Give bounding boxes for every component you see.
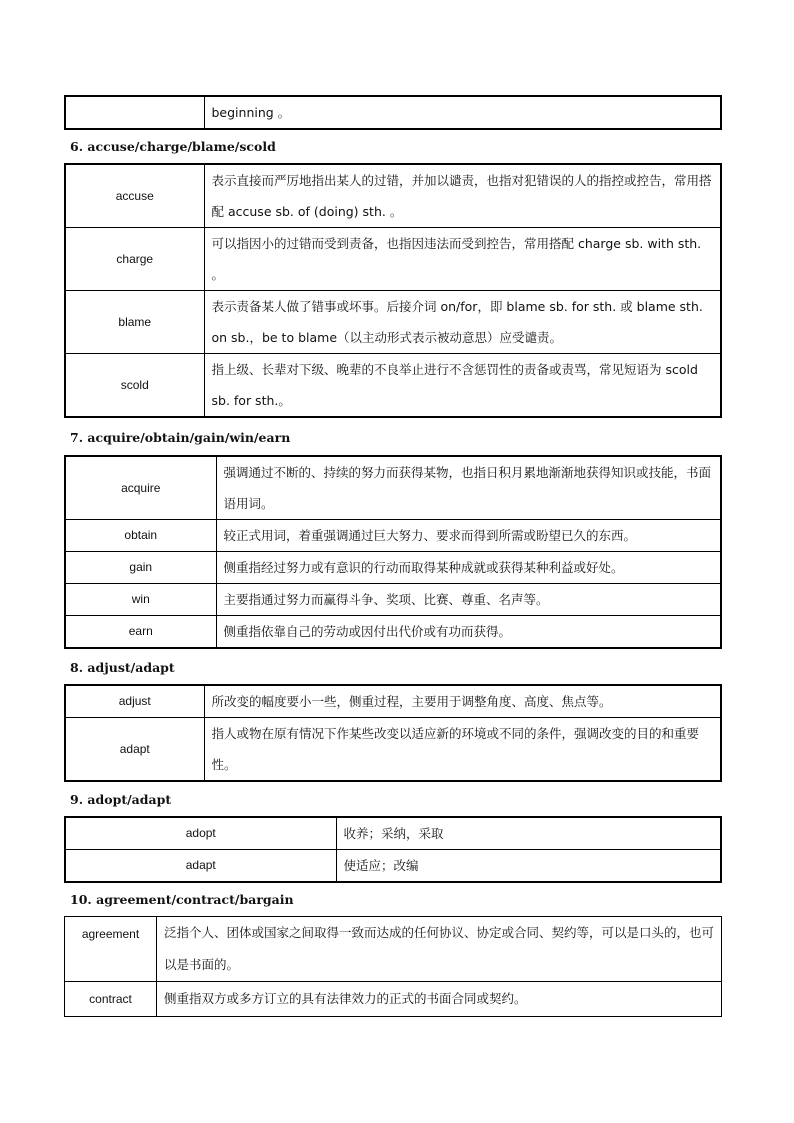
definition-cell: 主要指通过努力而赢得斗争、奖项、比赛、尊重、名声等。 (216, 584, 721, 616)
table-row (65, 354, 721, 418)
table-row (65, 164, 721, 228)
term-cell: blame (65, 291, 204, 354)
table-row (65, 817, 721, 850)
term-cell: adapt (65, 850, 336, 883)
table-section-6 (64, 163, 722, 418)
table-section-9 (64, 816, 722, 883)
term-cell: acquire (65, 456, 216, 520)
definition-cell: 侧重指经过努力或有意识的行动而取得某种成就或获得某种利益或好处。 (216, 552, 721, 584)
term-cell: adopt (65, 817, 336, 850)
section-heading: 7. acquire/obtain/gain/win/earn (70, 430, 291, 445)
definition-cell: 表示责备某人做了错事或坏事。后接介词 on/for，即 blame sb. for sth. 或 blame sth. on sb.，be to blame（以主动形式表示被动意思）应受谴责。 (204, 291, 721, 354)
definition-cell: 侧重指双方或多方订立的具有法律效力的正式的书面合同或契约。 (157, 982, 722, 1017)
definition-cell: 使适应；改编 (336, 850, 721, 883)
term-cell (65, 96, 204, 129)
table-row (65, 584, 721, 616)
term-cell: agreement (65, 917, 157, 982)
term-cell: scold (65, 354, 204, 418)
table-row (65, 96, 721, 129)
term-cell: adjust (65, 685, 204, 718)
table-section-8 (64, 684, 722, 782)
section-heading: 9. adopt/adapt (70, 792, 172, 807)
definition-cell: 泛指个人、团体或国家之间取得一致而达成的任何协议、协定或合同、契约等，可以是口头的，也可以是书面的。 (157, 917, 722, 982)
section-heading: 10. agreement/contract/bargain (70, 892, 294, 907)
definition-cell: 侧重指依靠自己的劳动或因付出代价或有功而获得。 (216, 616, 721, 649)
definition-cell: 表示直接而严厉地指出某人的过错，并加以谴责，也指对犯错误的人的指控或控告，常用搭配 accuse sb. of (doing) sth. 。 (204, 164, 721, 228)
table-section-10 (64, 916, 722, 1017)
term-cell: accuse (65, 164, 204, 228)
table-row (65, 456, 721, 520)
term-cell: obtain (65, 520, 216, 552)
table-row (65, 685, 721, 718)
definition-cell: 指上级、长辈对下级、晚辈的不良举止进行不含惩罚性的责备或责骂，常见短语为 scold sb. for sth.。 (204, 354, 721, 418)
table-row (65, 520, 721, 552)
definition-cell: 可以指因小的过错而受到责备，也指因违法而受到控告，常用搭配 charge sb. with sth. 。 (204, 228, 721, 291)
term-cell: adapt (65, 718, 204, 782)
table-row (65, 917, 722, 982)
table-section-7 (64, 455, 722, 649)
term-cell: contract (65, 982, 157, 1017)
table-row (65, 552, 721, 584)
table-row (65, 228, 721, 291)
section-heading: 8. adjust/adapt (70, 660, 175, 675)
definition-cell: 较正式用词，着重强调通过巨大努力、要求而得到所需或盼望已久的东西。 (216, 520, 721, 552)
table-row (65, 850, 721, 883)
table-row (65, 291, 721, 354)
term-cell: earn (65, 616, 216, 649)
definition-cell: beginning 。 (204, 96, 721, 129)
definition-cell: 收养；采纳，采取 (336, 817, 721, 850)
section-heading: 6. accuse/charge/blame/scold (70, 139, 276, 154)
term-cell: charge (65, 228, 204, 291)
definition-cell: 所改变的幅度要小一些，侧重过程，主要用于调整角度、高度、焦点等。 (204, 685, 721, 718)
table-row (65, 616, 721, 649)
table-continued (64, 95, 722, 130)
definition-cell: 强调通过不断的、持续的努力而获得某物，也指日积月累地渐渐地获得知识或技能，书面语用词。 (216, 456, 721, 520)
table-row (65, 718, 721, 782)
definition-cell: 指人或物在原有情况下作某些改变以适应新的环境或不同的条件，强调改变的目的和重要性。 (204, 718, 721, 782)
term-cell: gain (65, 552, 216, 584)
table-row (65, 982, 722, 1017)
term-cell: win (65, 584, 216, 616)
